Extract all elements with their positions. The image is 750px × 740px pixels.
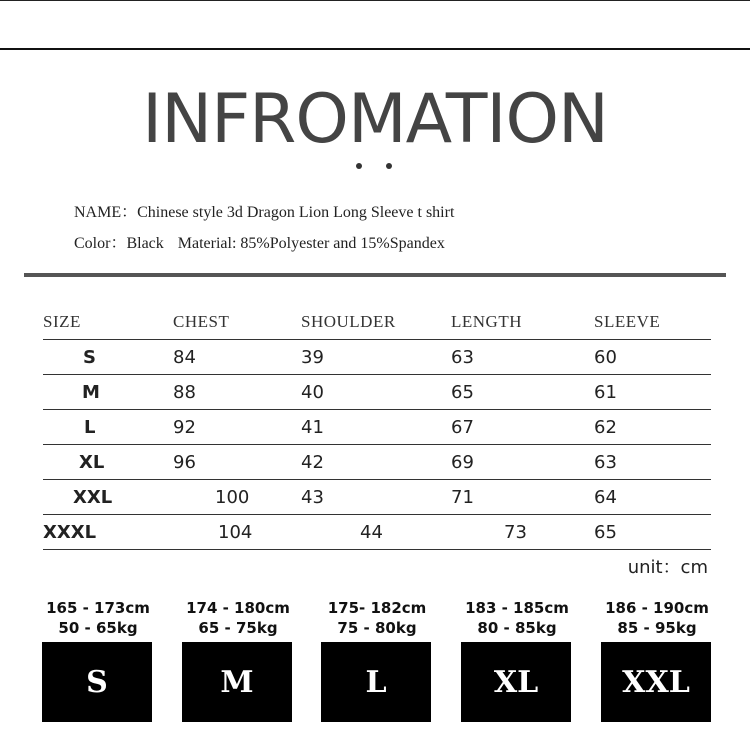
size-badge xyxy=(601,642,711,722)
header-sleeve: SLEEVE xyxy=(594,305,711,340)
product-color: Color：Black xyxy=(74,235,164,252)
product-details xyxy=(74,230,445,253)
shoulder-cell: 41 xyxy=(301,410,451,445)
guide-weight: 65 - 75kg xyxy=(198,619,278,637)
guide-weight: 75 - 80kg xyxy=(337,619,417,637)
sleeve-cell: 61 xyxy=(594,375,711,410)
size-guide-s xyxy=(42,598,154,722)
unit-label: unit：cm xyxy=(627,557,708,578)
table-row xyxy=(43,340,711,375)
header-divider xyxy=(0,48,750,50)
chest-cell: 92 xyxy=(173,410,301,445)
guide-weight: 50 - 65kg xyxy=(58,619,138,637)
size-guide-xxl xyxy=(601,598,713,722)
size-cell: M xyxy=(43,375,173,410)
chest-cell: 84 xyxy=(173,340,301,375)
length-cell: 71 xyxy=(451,480,594,515)
shoulder-cell: 44 xyxy=(301,515,451,550)
product-name: NAME：Chinese style 3d Dragon Lion Long Sleeve t shirt xyxy=(74,204,455,221)
size-badge-label: M xyxy=(220,664,254,700)
chest-cell: 88 xyxy=(173,375,301,410)
guide-weight: 80 - 85kg xyxy=(477,619,557,637)
guide-height: 186 - 190cm xyxy=(605,599,709,617)
guide-weight: 85 - 95kg xyxy=(617,619,697,637)
header-size: SIZE xyxy=(43,305,173,340)
table-row xyxy=(43,480,711,515)
size-cell: XXXL xyxy=(43,515,173,550)
size-guide-xl xyxy=(461,598,573,722)
shoulder-cell: 39 xyxy=(301,340,451,375)
sleeve-cell: 63 xyxy=(594,445,711,480)
size-cell: S xyxy=(43,340,173,375)
guide-height: 183 - 185cm xyxy=(465,599,569,617)
guide-height: 174 - 180cm xyxy=(186,599,290,617)
dot-right xyxy=(386,163,392,169)
title-dots xyxy=(356,163,396,171)
size-badge xyxy=(182,642,292,722)
size-badge-label: XL xyxy=(493,664,539,700)
page-title: INFROMATION xyxy=(142,80,608,159)
product-material: Material: 85%Polyester and 15%Spandex xyxy=(177,235,445,252)
shoulder-cell: 42 xyxy=(301,445,451,480)
table-row xyxy=(43,445,711,480)
sleeve-cell: 60 xyxy=(594,340,711,375)
sleeve-cell: 64 xyxy=(594,480,711,515)
header-shoulder: SHOULDER xyxy=(301,305,451,340)
section-divider xyxy=(24,273,726,277)
size-badge-label: XXL xyxy=(622,664,690,700)
size-cell: XXL xyxy=(43,480,173,515)
chest-cell: 100 xyxy=(173,480,301,515)
size-badge-label: S xyxy=(86,664,108,700)
length-cell: 69 xyxy=(451,445,594,480)
shoulder-cell: 43 xyxy=(301,480,451,515)
sleeve-cell: 62 xyxy=(594,410,711,445)
length-cell: 73 xyxy=(451,515,594,550)
table-row xyxy=(43,410,711,445)
size-badge xyxy=(42,642,152,722)
size-guide-m xyxy=(182,598,294,722)
size-table-header xyxy=(43,305,711,340)
shoulder-cell: 40 xyxy=(301,375,451,410)
top-border xyxy=(0,0,750,1)
header-length: LENGTH xyxy=(451,305,594,340)
chest-cell: 96 xyxy=(173,445,301,480)
size-badge-label: L xyxy=(365,664,387,700)
size-guide-l xyxy=(321,598,433,722)
length-cell: 63 xyxy=(451,340,594,375)
size-cell: L xyxy=(43,410,173,445)
guide-height: 165 - 173cm xyxy=(46,599,150,617)
sleeve-cell: 65 xyxy=(594,515,711,550)
size-table xyxy=(43,305,711,550)
length-cell: 65 xyxy=(451,375,594,410)
dot-left xyxy=(356,163,362,169)
header-chest: CHEST xyxy=(173,305,301,340)
size-badge xyxy=(461,642,571,722)
size-badge xyxy=(321,642,431,722)
size-cell: XL xyxy=(43,445,173,480)
table-row xyxy=(43,515,711,550)
length-cell: 67 xyxy=(451,410,594,445)
chest-cell: 104 xyxy=(173,515,301,550)
table-row xyxy=(43,375,711,410)
guide-height: 175- 182cm xyxy=(327,599,427,617)
